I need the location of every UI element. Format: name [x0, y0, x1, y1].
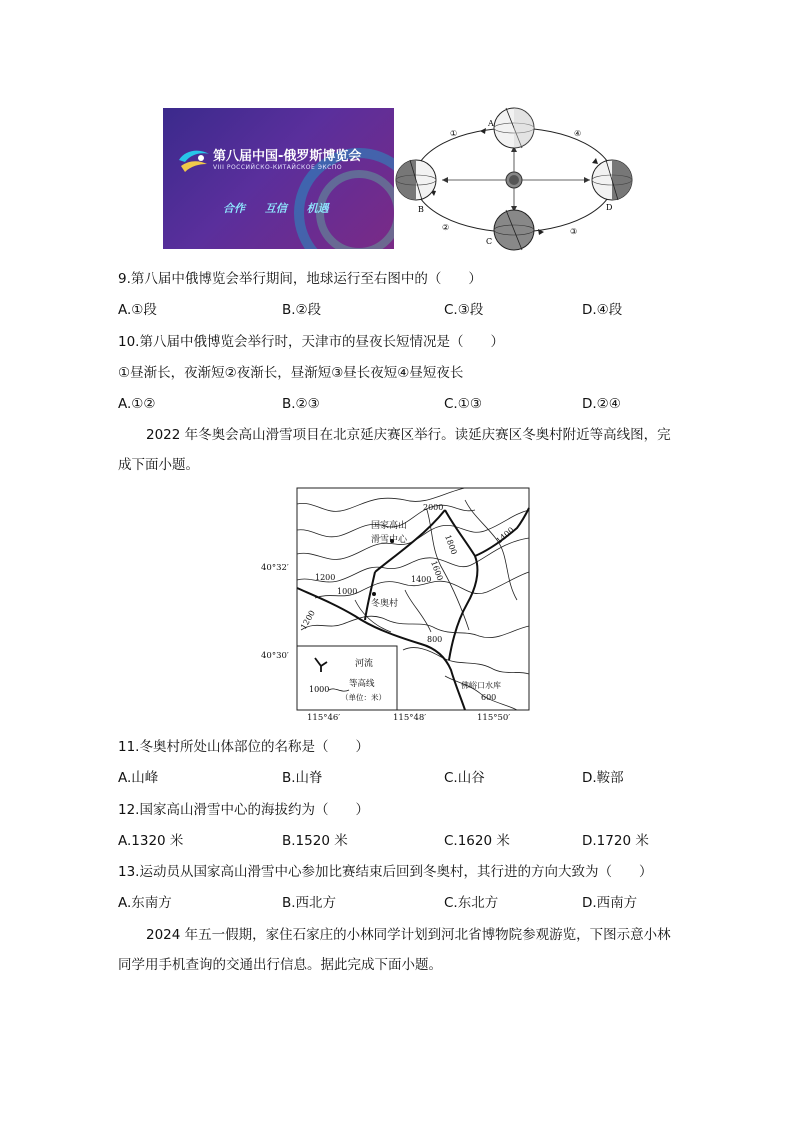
question-13-stem: 13.运动员从国家高山滑雪中心参加比赛结束后回到冬奥村，其行进的方向大致为（ ）: [118, 864, 653, 880]
question-10-stem: 10.第八届中俄博览会举行时，天津市的昼夜长短情况是（ ）: [118, 334, 504, 350]
banner-subtitle: VIII РОССИЙСКО-КИТАЙСКОЕ ЭКСПО: [213, 164, 343, 171]
orbit-segment-4: ④: [574, 129, 582, 138]
olympic-village-marker: [372, 592, 376, 596]
lon-label-115-46: 115°46′: [307, 713, 341, 723]
question-9-stem: 9.第八届中俄博览会举行期间，地球运行至右图中的（ ）: [118, 271, 482, 287]
lon-label-115-50: 115°50′: [477, 713, 511, 723]
contour-label-600: 600: [481, 693, 497, 702]
place-ski-center-line2: 滑雪中心: [371, 535, 408, 545]
q10-option-b[interactable]: B.②③: [282, 396, 320, 412]
question-12-stem: 12.国家高山滑雪中心的海拔约为（ ）: [118, 802, 369, 818]
passage-museum-trip: 2024 年五一假期，家住石家庄的小林同学计划到河北省博物院参观游览，下图示意小林同学用手机查询的交通出行信息。据此完成下面小题。: [118, 927, 671, 973]
lat-label-40-32: 40°32′: [261, 563, 289, 573]
contour-label-1600: 1600: [429, 559, 445, 582]
q13-option-c[interactable]: C.东北方: [444, 895, 499, 911]
q10-statements: ①昼渐长，夜渐短②夜渐长，昼渐短③昼长夜短④昼短夜长: [118, 365, 464, 381]
banner-title: 第八届中国-俄罗斯博览会: [213, 149, 362, 164]
expo-logo-icon: [177, 146, 211, 176]
q13-option-d[interactable]: D.西南方: [582, 895, 638, 911]
q13-option-b[interactable]: B.西北方: [282, 895, 337, 911]
earth-orbit-diagram: [394, 104, 634, 254]
q10-option-a[interactable]: A.①②: [118, 396, 156, 412]
expo-banner-image: [163, 108, 394, 249]
q12-option-d[interactable]: D.1720 米: [582, 833, 649, 849]
place-ski-center-line1: 国家高山: [371, 521, 408, 531]
q11-option-b[interactable]: B.山脊: [282, 770, 323, 786]
earth-c-icon: [494, 210, 534, 250]
lat-label-40-30: 40°30′: [261, 651, 289, 661]
q12-option-a[interactable]: A.1320 米: [118, 833, 184, 849]
contour-label-1800: 1800: [443, 533, 459, 556]
orbit-segment-1: ①: [450, 129, 458, 138]
contour-label-1200-a: 1200: [315, 573, 336, 582]
contour-map: [255, 480, 545, 725]
orbit-label-d: D: [606, 203, 613, 212]
earth-b-icon: [396, 160, 436, 200]
orbit-label-b: B: [418, 205, 424, 214]
lon-label-115-48: 115°48′: [393, 713, 427, 723]
contour-label-1000: 1000: [337, 587, 358, 596]
q13-option-a[interactable]: A.东南方: [118, 895, 172, 911]
banner-slogan: 合作 互信 机遇: [223, 202, 329, 215]
map-legend: [297, 646, 397, 710]
legend-contour-value: 1000: [309, 685, 330, 694]
legend-river-label: 河流: [355, 659, 374, 669]
q11-option-d[interactable]: D.鞍部: [582, 770, 624, 786]
orbit-label-c: C: [486, 237, 493, 246]
contour-label-1400-a: 1400: [411, 575, 432, 584]
contour-label-2000: 2000: [423, 503, 444, 512]
place-olympic-village: 冬奥村: [371, 599, 399, 609]
orbit-label-a: A: [488, 119, 494, 128]
q9-option-d[interactable]: D.④段: [582, 302, 623, 318]
contour-label-800: 800: [427, 635, 443, 644]
q9-option-a[interactable]: A.①段: [118, 302, 157, 318]
question-11-stem: 11.冬奥村所处山体部位的名称是（ ）: [118, 739, 369, 755]
q11-option-c[interactable]: C.山谷: [444, 770, 485, 786]
q12-option-b[interactable]: B.1520 米: [282, 833, 348, 849]
legend-unit: （单位：米）: [341, 693, 386, 702]
place-reservoir: 佛峪口水库: [461, 681, 501, 690]
q12-option-c[interactable]: C.1620 米: [444, 833, 510, 849]
q10-option-c[interactable]: C.①③: [444, 396, 482, 412]
earth-a-icon: [494, 108, 534, 148]
q10-option-d[interactable]: D.②④: [582, 396, 621, 412]
contour-label-1200-b: 1200: [298, 608, 317, 631]
orbit-segment-2: ②: [442, 223, 450, 232]
passage-winter-olympics: 2022 年冬奥会高山滑雪项目在北京延庆赛区举行。读延庆赛区冬奥村附近等高线图，完成下面小题。: [118, 427, 671, 473]
q9-option-b[interactable]: B.②段: [282, 302, 322, 318]
contour-label-1400-b: 1400: [494, 525, 516, 546]
q11-option-a[interactable]: A.山峰: [118, 770, 159, 786]
q9-option-c[interactable]: C.③段: [444, 302, 484, 318]
earth-d-icon: [592, 160, 632, 200]
legend-contour-label: 等高线: [349, 679, 375, 689]
orbit-segment-3: ③: [570, 227, 578, 236]
